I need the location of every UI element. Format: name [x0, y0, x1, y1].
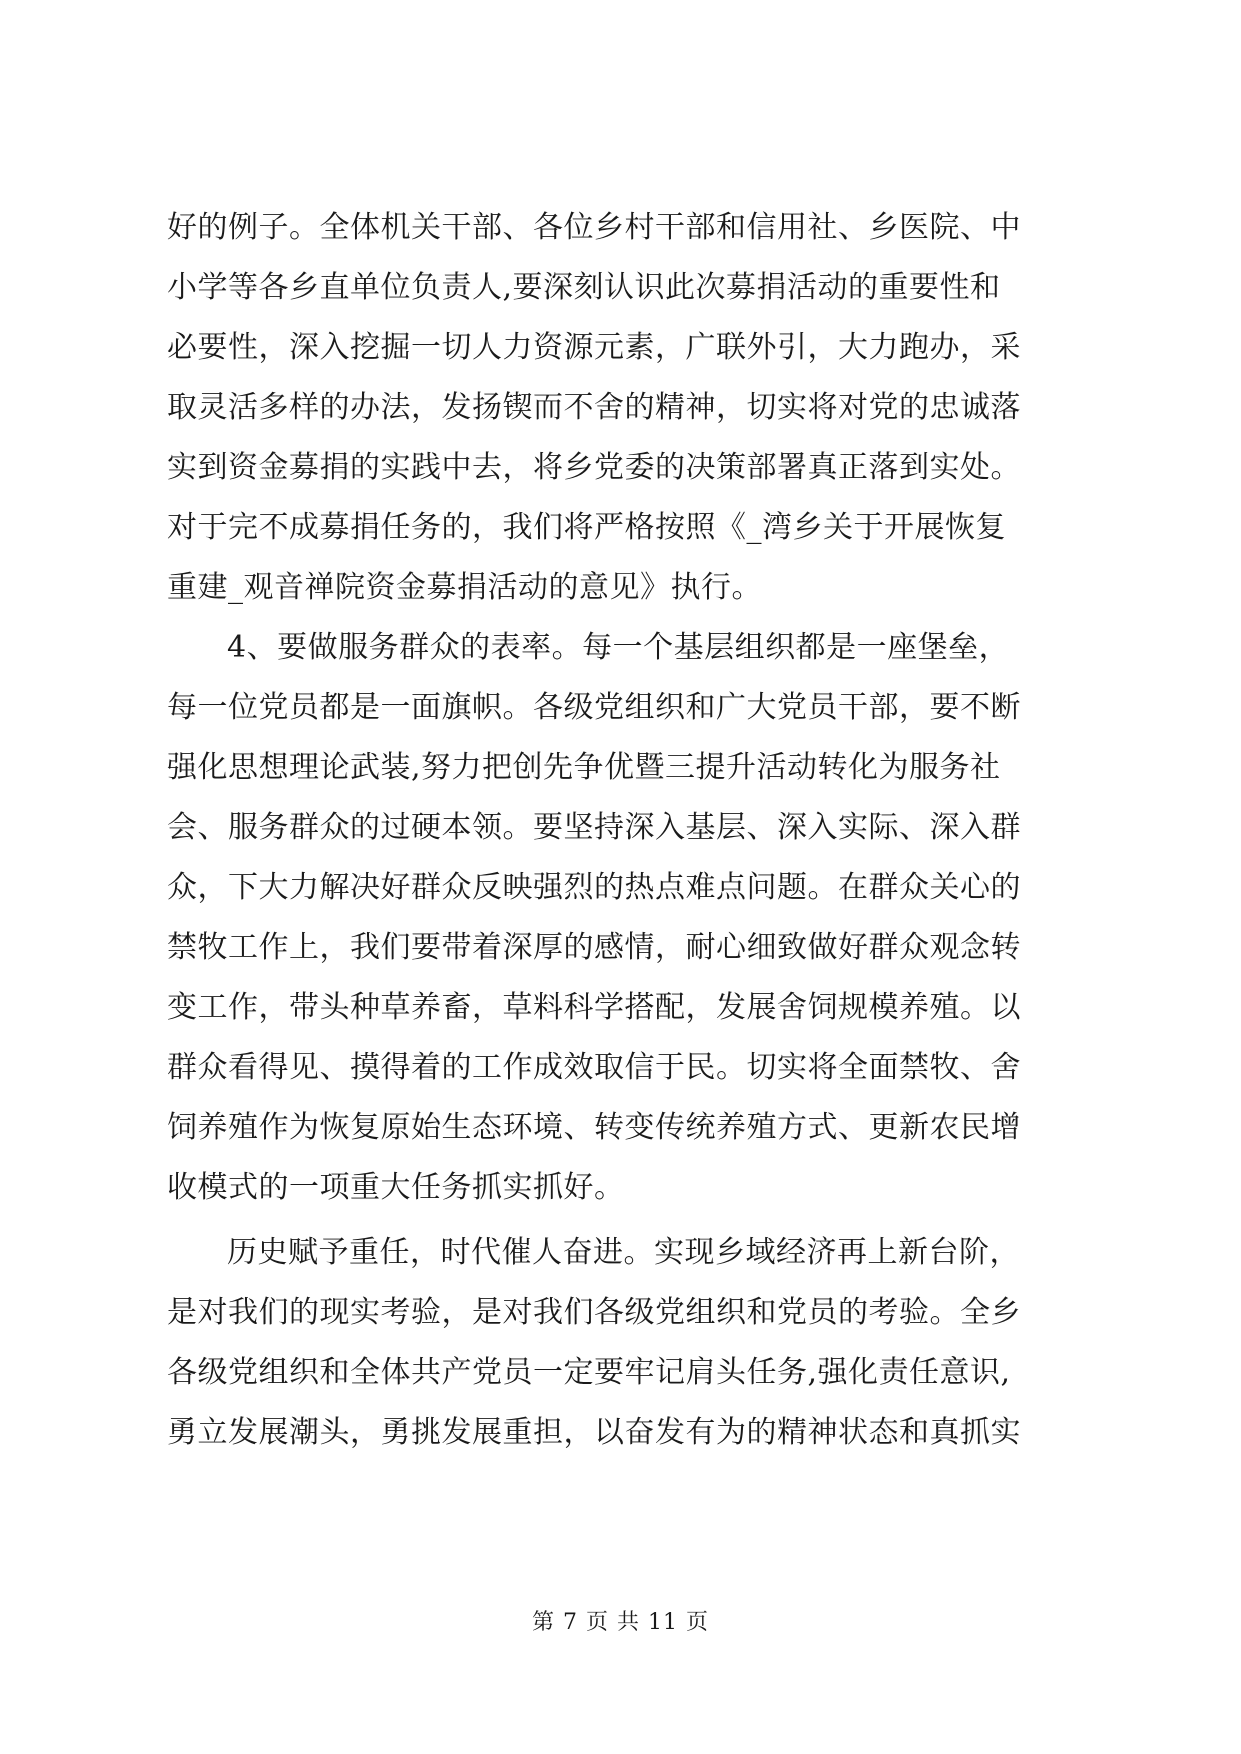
body-line: 饲养殖作为恢复原始生态环境、转变传统养殖方式、更新农民增	[167, 1110, 1021, 1145]
body-line: 禁牧工作上，我们要带着深厚的感情，耐心细致做好群众观念转	[167, 930, 1021, 965]
body-line: 各级党组织和全体共产党员一定要牢记肩头任务,强化责任意识,	[167, 1355, 1011, 1390]
body-line: 强化思想理论武装,努力把创先争优暨三提升活动转化为服务社	[167, 750, 1001, 785]
body-line: 好的例子。全体机关干部、各位乡村干部和信用社、乡医院、中	[167, 210, 1021, 245]
body-line: 必要性，深入挖掘一切人力资源元素，广联外引，大力跑办，采	[167, 330, 1021, 365]
body-line: 小学等各乡直单位负责人,要深刻认识此次募捐活动的重要性和	[167, 270, 1001, 305]
body-line: 重建_观音禅院资金募捐活动的意见》执行。	[167, 570, 762, 605]
body-line: 对于完不成募捐任务的，我们将严格按照《_湾乡关于开展恢复	[167, 510, 1006, 545]
page-footer: 第 7 页 共 11 页	[532, 1610, 709, 1635]
body-line: 变工作，带头种草养畜，草料科学搭配，发展舍饲规模养殖。以	[167, 990, 1021, 1025]
paragraph-first-line: 4、要做服务群众的表率。每一个基层组织都是一座堡垒，	[227, 630, 1010, 665]
body-line: 是对我们的现实考验，是对我们各级党组织和党员的考验。全乡	[167, 1295, 1021, 1330]
body-line: 众，下大力解决好群众反映强烈的热点难点问题。在群众关心的	[167, 870, 1021, 905]
paragraph-first-line: 历史赋予重任，时代催人奋进。实现乡域经济再上新台阶，	[227, 1235, 1020, 1270]
body-line: 群众看得见、摸得着的工作成效取信于民。切实将全面禁牧、舍	[167, 1050, 1021, 1085]
body-line: 每一位党员都是一面旗帜。各级党组织和广大党员干部，要不断	[167, 690, 1021, 725]
body-line: 收模式的一项重大任务抓实抓好。	[167, 1170, 625, 1205]
body-line: 会、服务群众的过硬本领。要坚持深入基层、深入实际、深入群	[167, 810, 1021, 845]
body-line: 取灵活多样的办法，发扬锲而不舍的精神，切实将对党的忠诚落	[167, 390, 1021, 425]
body-line: 实到资金募捐的实践中去，将乡党委的决策部署真正落到实处。	[167, 450, 1021, 485]
body-line: 勇立发展潮头，勇挑发展重担，以奋发有为的精神状态和真抓实	[167, 1415, 1021, 1450]
